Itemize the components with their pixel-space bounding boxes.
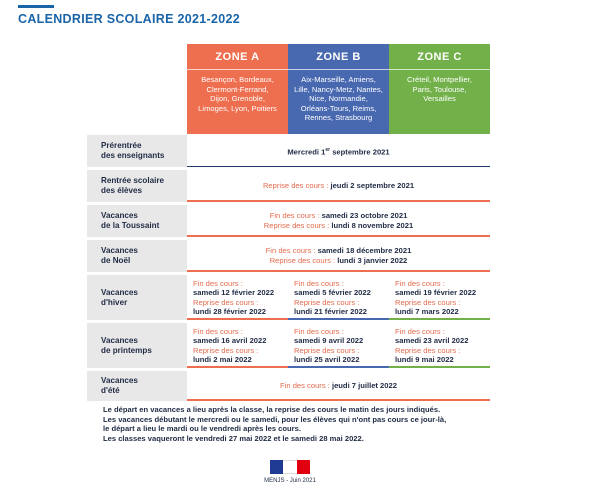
zone-c-divider xyxy=(389,366,490,368)
fin-date: samedi 19 février 2022 xyxy=(395,288,477,298)
label-line: des enseignants xyxy=(101,151,165,160)
note-line: Le départ en vacances a lieu après la classe, la reprise des cours le matin des jours indiqués. xyxy=(103,405,441,414)
page-title: CALENDRIER SCOLAIRE 2021-2022 xyxy=(18,12,240,26)
zone-c-dates xyxy=(389,323,490,368)
date-value xyxy=(287,145,389,158)
reprise-date: jeudi 2 septembre 2021 xyxy=(330,181,415,190)
city-line: Aix-Marseille, Amiens, xyxy=(301,75,376,84)
date-text: Mercredi 1 xyxy=(287,147,326,157)
label-line: Vacances xyxy=(101,335,138,345)
zone-b-divider xyxy=(288,366,389,368)
row-label xyxy=(87,205,187,237)
label-line: Vacances xyxy=(101,211,138,220)
fin-label: Fin des cours : xyxy=(269,211,322,220)
city-line: Besançon, Bordeaux, xyxy=(201,75,274,84)
label-line: Vacances xyxy=(101,376,138,385)
zone-b-dates xyxy=(288,323,389,368)
city-line: Nice, Normandie, xyxy=(309,94,368,104)
fin-label: Fin des cours : xyxy=(395,327,445,336)
flag-white xyxy=(283,460,296,474)
row-rentree xyxy=(87,170,490,202)
fin-date: samedi 23 octobre 2021 xyxy=(321,211,408,220)
row-label xyxy=(87,323,187,368)
row-content xyxy=(187,371,490,401)
label-line: Rentrée scolaire xyxy=(101,176,164,185)
label-line: Prérentrée xyxy=(101,141,142,150)
reprise-date: lundi 21 février 2022 xyxy=(294,307,368,317)
reprise-label: Reprise des cours : xyxy=(193,345,259,355)
fin-date: samedi 16 avril 2022 xyxy=(193,336,267,346)
reprise-date: lundi 8 novembre 2021 xyxy=(331,221,414,230)
label-line: de printemps xyxy=(101,345,152,355)
title-accent-bar xyxy=(18,5,54,8)
row-content xyxy=(187,240,490,272)
row-toussaint xyxy=(87,205,490,237)
fin-label: Fin des cours : xyxy=(294,279,344,288)
note-line: Les classes vaqueront le vendredi 27 mai 2022 et le samedi 28 mai 2022. xyxy=(103,433,364,443)
fin-date: jeudi 7 juillet 2022 xyxy=(331,381,397,390)
zone-b-dates xyxy=(288,275,389,320)
republique-flag-logo xyxy=(270,460,310,474)
city-line: Rennes, Strasbourg xyxy=(304,113,373,123)
zone-b-header xyxy=(288,44,389,134)
reprise-label: Reprise des cours : xyxy=(395,345,461,355)
city-line: Paris, Toulouse, xyxy=(412,84,467,94)
reprise-label: Reprise des cours : xyxy=(269,256,338,265)
reprise-date: lundi 2 mai 2022 xyxy=(193,355,252,365)
reprise-date: lundi 9 mai 2022 xyxy=(395,355,454,365)
zone-a-divider xyxy=(187,366,288,368)
city-line: Versailles xyxy=(423,94,456,104)
zone-a-cities xyxy=(187,70,288,134)
zone-c-dates xyxy=(389,275,490,320)
row-content xyxy=(187,170,490,202)
row-divider xyxy=(187,200,490,202)
footnotes xyxy=(103,405,446,443)
row-divider xyxy=(187,270,490,272)
zone-c-title: ZONE C xyxy=(389,44,490,70)
label-line: de Noël xyxy=(101,256,131,265)
note-line: Les vacances débutant le mercredi ou le samedi, pour les élèves qui n'ont pas cours ce jour-là, xyxy=(103,414,447,424)
reprise-label: Reprise des cours : xyxy=(395,297,461,307)
fin-label: Fin des cours : xyxy=(193,327,243,336)
fin-date: samedi 23 avril 2022 xyxy=(395,336,469,346)
reprise-label: Reprise des cours : xyxy=(263,221,332,230)
fin-label: Fin des cours : xyxy=(395,279,445,288)
row-label xyxy=(87,275,187,320)
row-ete xyxy=(87,371,490,401)
row-hiver xyxy=(87,275,490,320)
row-divider xyxy=(187,166,490,167)
zone-b-divider xyxy=(288,318,389,320)
zone-columns xyxy=(187,275,490,320)
fin-date: samedi 12 février 2022 xyxy=(193,288,275,298)
reprise-label: Reprise des cours : xyxy=(262,181,331,190)
row-content xyxy=(187,135,490,167)
zone-a-divider xyxy=(187,318,288,320)
flag-red xyxy=(297,460,310,474)
date-sup: er xyxy=(325,146,331,153)
flag-blue xyxy=(270,460,283,474)
row-content xyxy=(187,205,490,237)
zone-a-header xyxy=(187,44,288,134)
zone-b-cities xyxy=(288,70,389,134)
zone-c-cities xyxy=(389,70,490,134)
row-prerentree xyxy=(87,135,490,167)
zone-a-dates xyxy=(187,275,288,320)
label-line: d'été xyxy=(101,386,120,395)
row-printemps xyxy=(87,323,490,368)
label-line: d'hiver xyxy=(101,297,128,307)
reprise-date: lundi 28 février 2022 xyxy=(193,307,267,317)
label-line: des élèves xyxy=(101,186,142,195)
zone-c-divider xyxy=(389,318,490,320)
city-line: Limoges, Lyon, Poitiers xyxy=(198,103,277,113)
footer-credit: MENJS - Juin 2021 xyxy=(264,478,316,484)
city-line: Lille, Nancy-Metz, Nantes, xyxy=(294,84,383,94)
row-label xyxy=(87,371,187,401)
fin-date: samedi 9 avril 2022 xyxy=(294,336,364,346)
fin-label: Fin des cours : xyxy=(280,381,332,390)
label-line: Vacances xyxy=(101,246,138,255)
row-divider xyxy=(187,399,490,401)
label-line: Vacances xyxy=(101,287,138,297)
zone-columns xyxy=(187,323,490,368)
reprise-date: lundi 3 janvier 2022 xyxy=(337,256,408,265)
fin-label: Fin des cours : xyxy=(294,327,344,336)
row-label xyxy=(87,240,187,272)
reprise-date: lundi 25 avril 2022 xyxy=(294,355,360,365)
zone-a-dates xyxy=(187,323,288,368)
zone-b-title: ZONE B xyxy=(288,44,389,70)
fin-date: samedi 18 décembre 2021 xyxy=(317,246,412,255)
reprise-date: lundi 7 mars 2022 xyxy=(395,307,459,317)
row-label xyxy=(87,170,187,202)
city-line: Dijon, Grenoble, xyxy=(210,94,265,104)
reprise-label: Reprise des cours : xyxy=(193,297,259,307)
fin-date: samedi 5 février 2022 xyxy=(294,288,371,298)
row-label xyxy=(87,135,187,167)
city-line: Créteil, Montpellier, xyxy=(407,75,472,84)
reprise-label: Reprise des cours : xyxy=(294,297,360,307)
city-line: Orléans-Tours, Reims, xyxy=(300,103,377,113)
label-line: de la Toussaint xyxy=(101,221,160,230)
zone-a-title: ZONE A xyxy=(187,44,288,70)
city-line: Clermont-Ferrand, xyxy=(206,84,269,94)
note-line: le départ a lieu le mardi ou le vendredi après les cours. xyxy=(103,424,301,434)
reprise-label: Reprise des cours : xyxy=(294,345,360,355)
fin-label: Fin des cours : xyxy=(265,246,318,255)
row-divider xyxy=(187,235,490,237)
fin-label: Fin des cours : xyxy=(193,279,243,288)
row-noel xyxy=(87,240,490,272)
date-text: septembre 2021 xyxy=(330,147,390,157)
zone-c-header xyxy=(389,44,490,134)
